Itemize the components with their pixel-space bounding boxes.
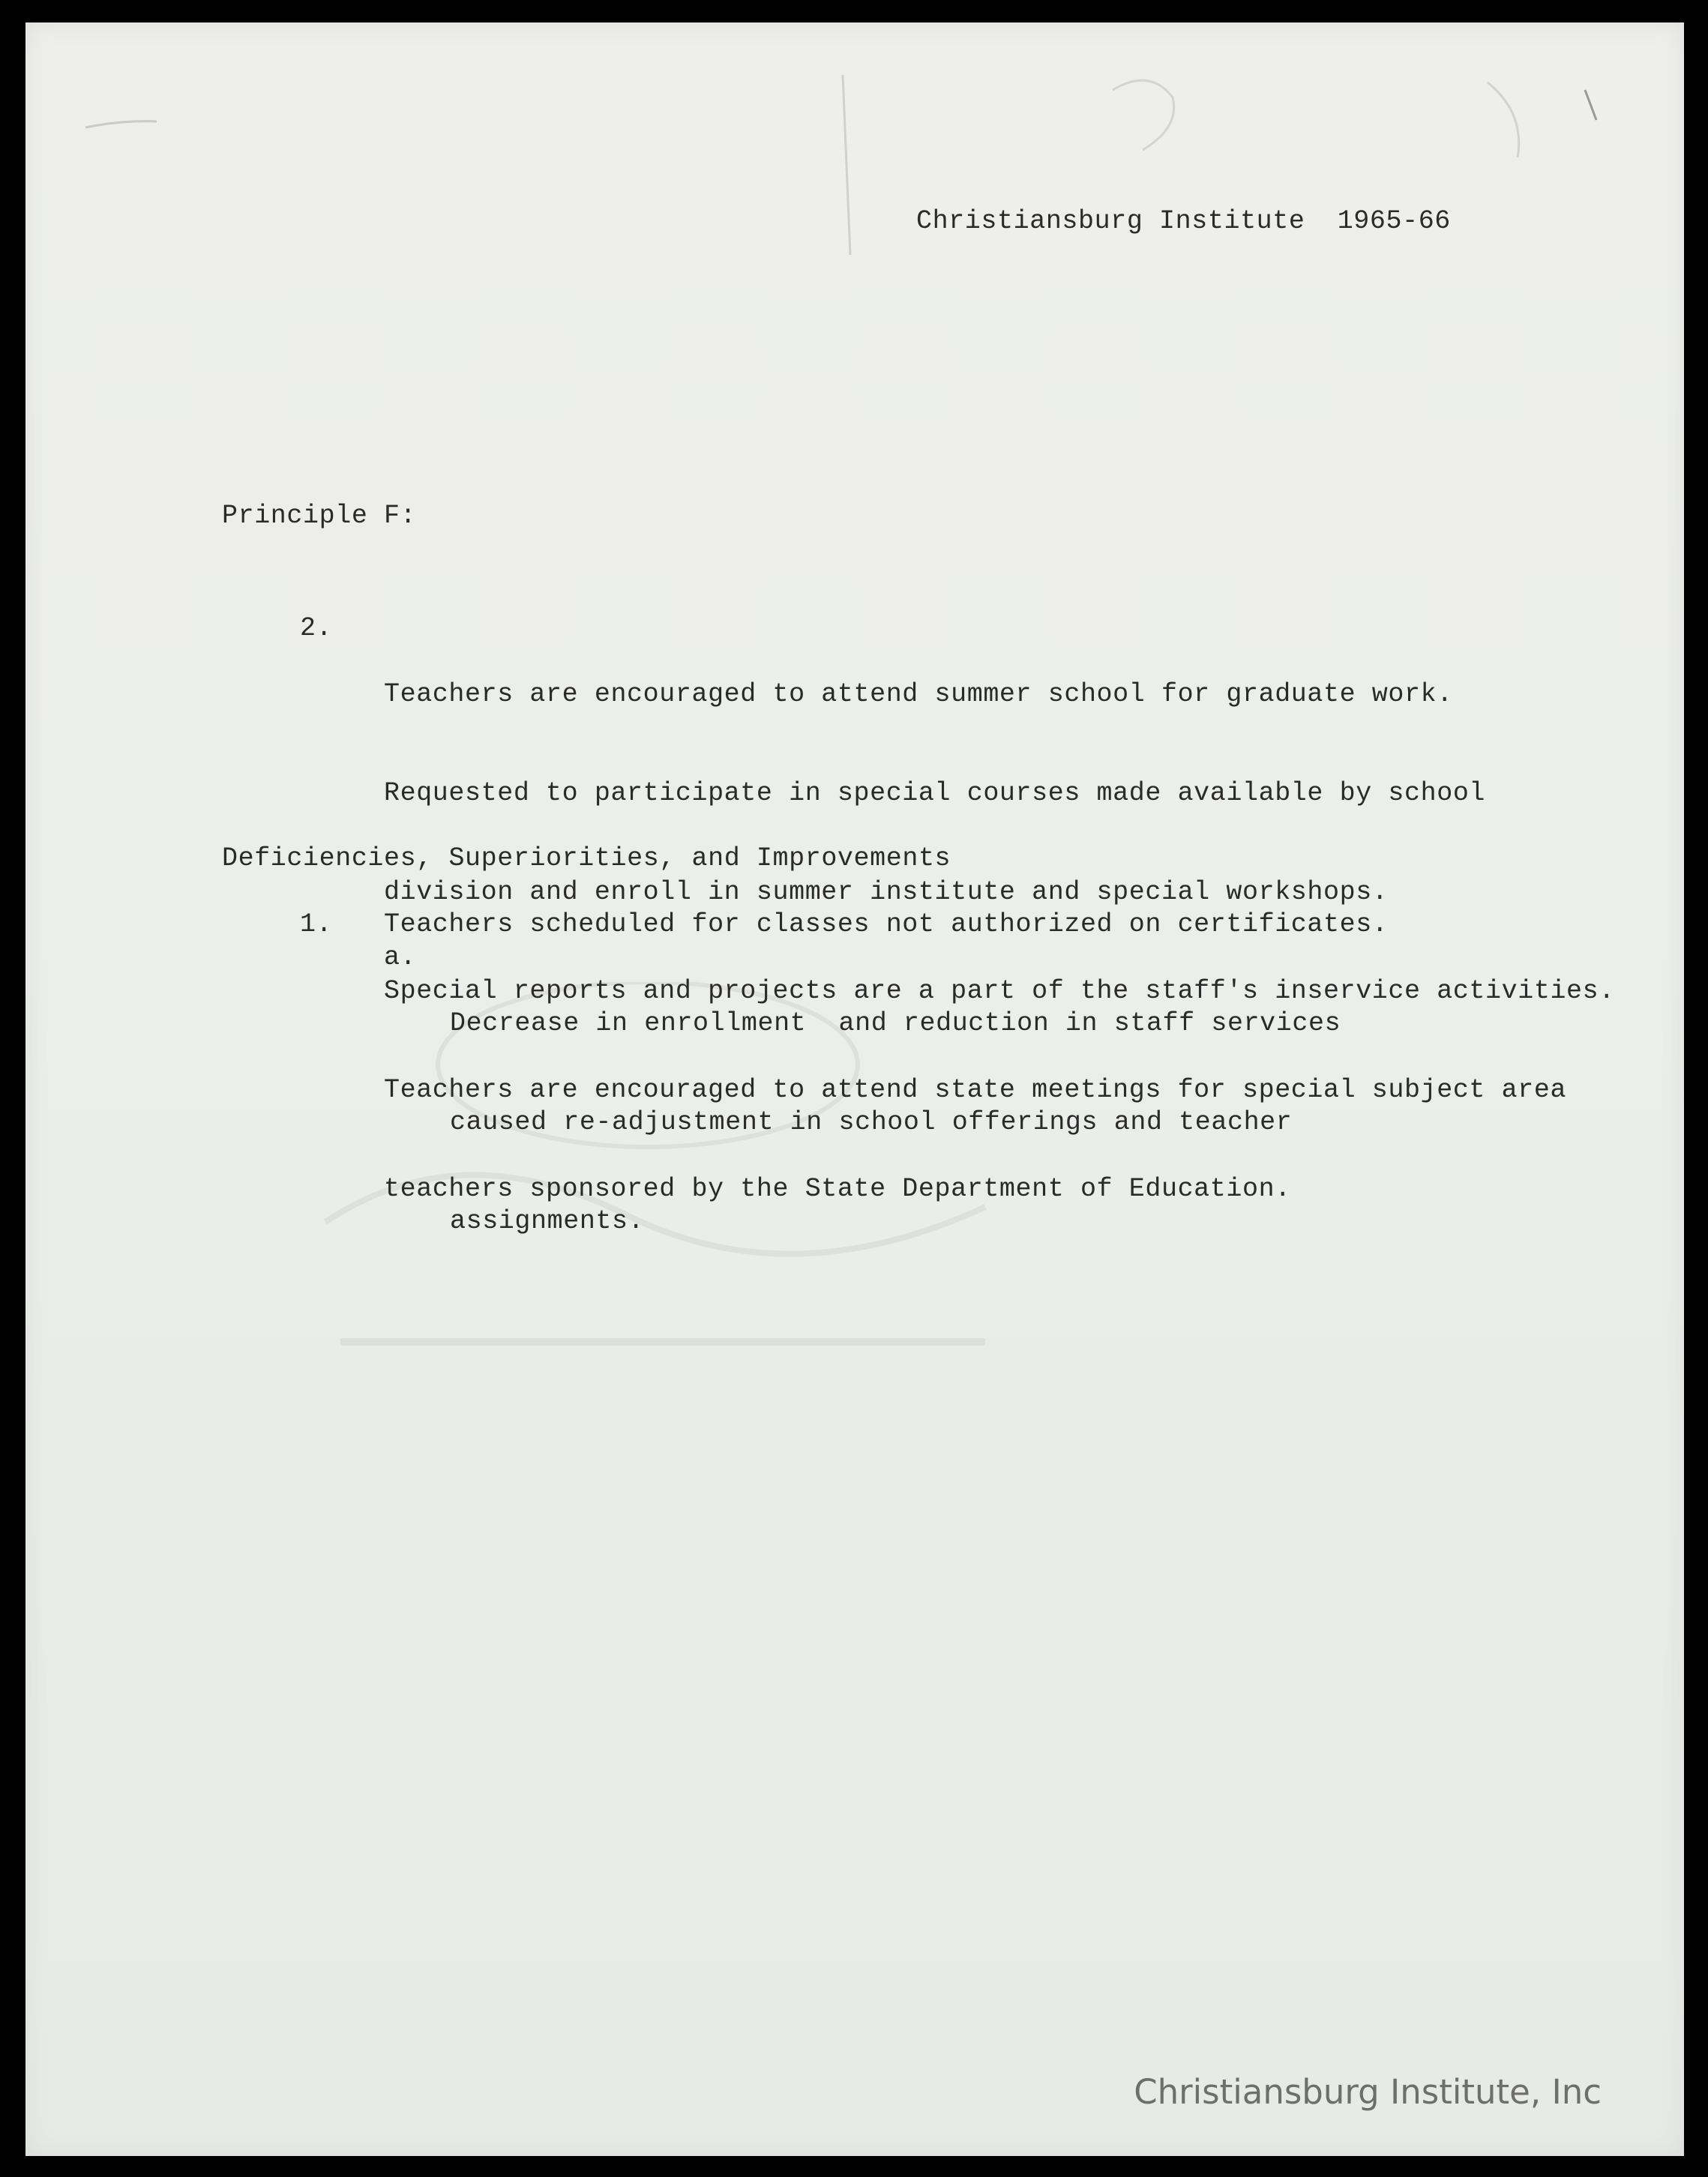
- item-2-number: 2.: [300, 613, 333, 643]
- principle-heading: Principle F:: [222, 501, 417, 531]
- sub-item-a-line: assignments.: [450, 1206, 645, 1236]
- sub-item-a-letter: a.: [384, 942, 417, 972]
- item-2-line: division and enroll in summer institute and special workshops.: [384, 877, 1389, 907]
- pencil-marks: [25, 22, 1684, 322]
- item-1-number: 1.: [300, 909, 333, 939]
- item-2-line: Requested to participate in special courses made available by school: [384, 778, 1486, 808]
- sub-item-a-text: [450, 941, 1341, 1304]
- sub-item-a-line: caused re-adjustment in school offerings and teacher: [450, 1107, 1293, 1137]
- item-2-line: Special reports and projects are a part of the staff's inservice activities.: [384, 976, 1615, 1006]
- document-page: [25, 22, 1684, 2156]
- document-header: Christiansburg Institute 1965-66: [916, 206, 1451, 236]
- item-1-text: Teachers scheduled for classes not authorized on certificates.: [384, 909, 1389, 939]
- item-2-line: teachers sponsored by the State Department of Education.: [384, 1174, 1291, 1204]
- sub-item-a-line: Decrease in enrollment and reduction in staff services: [450, 1008, 1341, 1038]
- item-2-line: Teachers are encouraged to attend summer school for graduate work.: [384, 679, 1453, 709]
- deficiencies-heading: Deficiencies, Superiorities, and Improvements: [222, 843, 951, 873]
- archive-credit: Christiansburg Institute, Inc: [1134, 2072, 1602, 2112]
- item-2-line: Teachers are encouraged to attend state meetings for special subject area: [384, 1075, 1567, 1105]
